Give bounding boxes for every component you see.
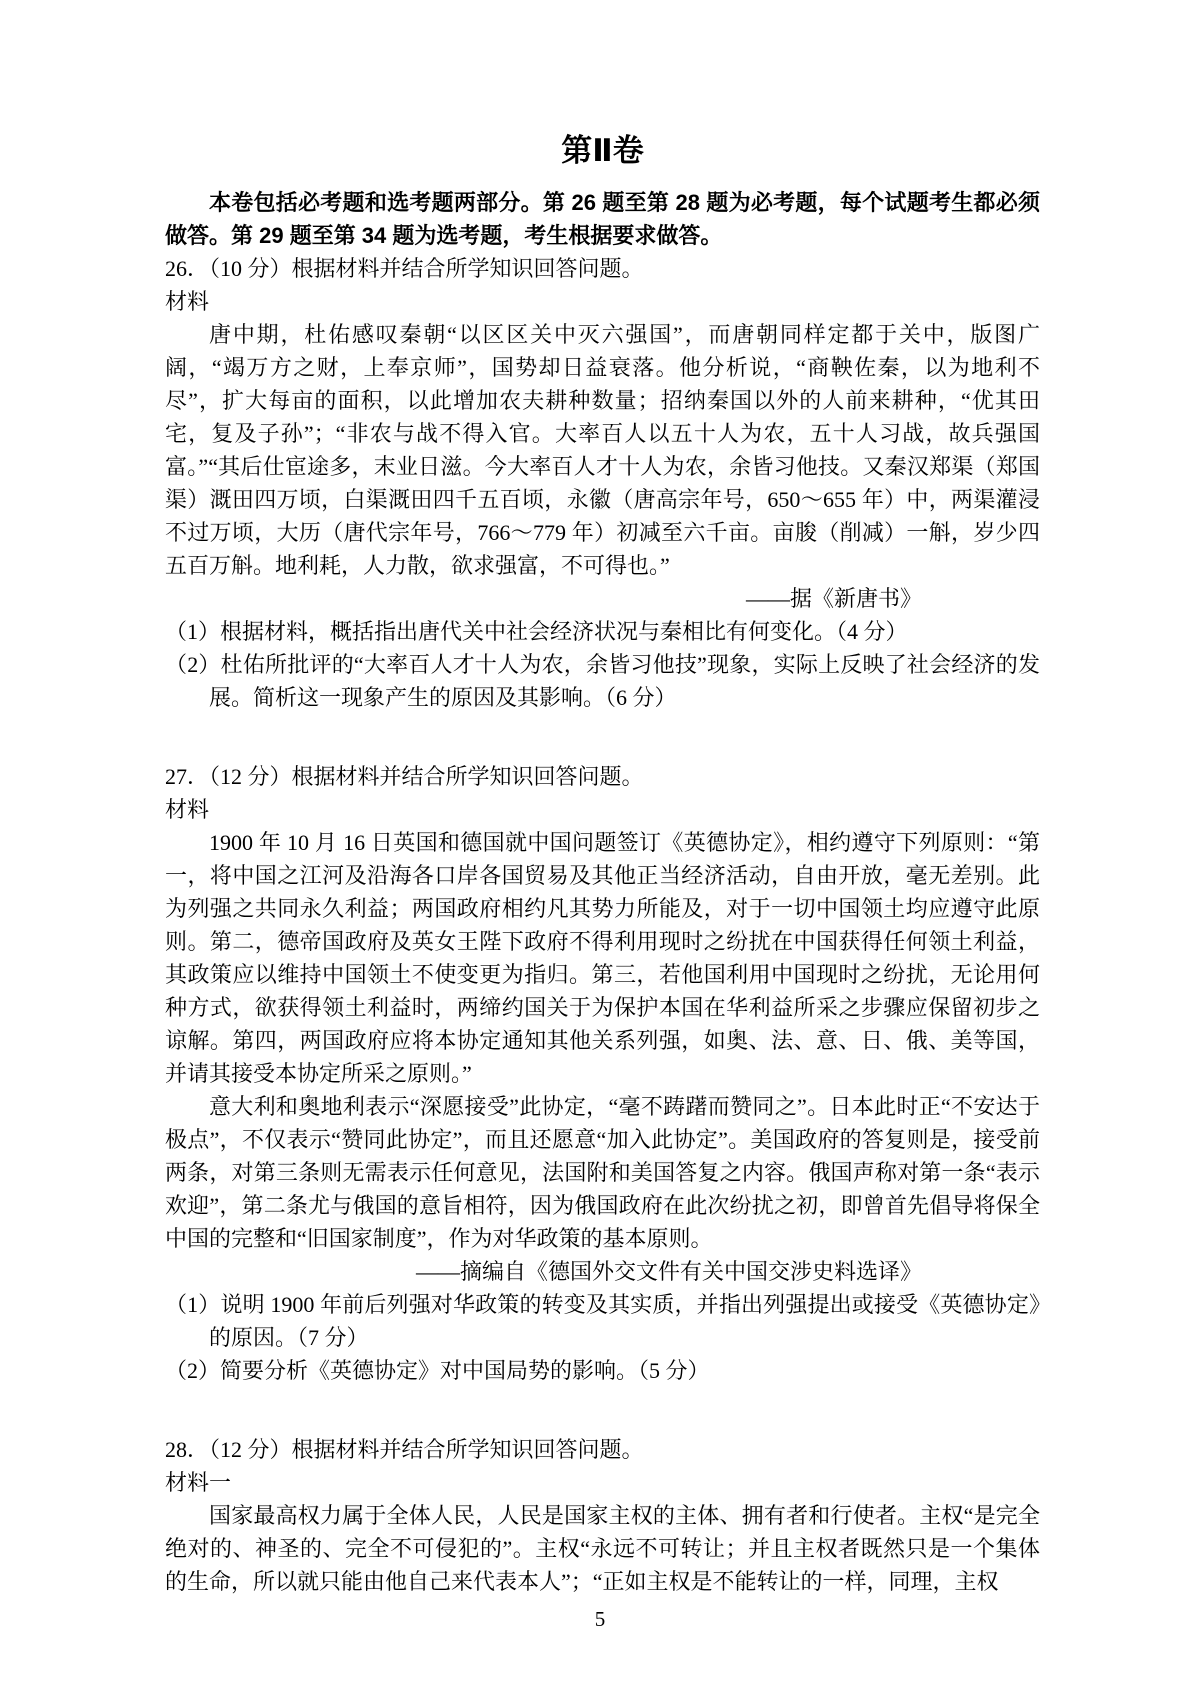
question-26-sub-question-1: （1）根据材料，概括指出唐代关中社会经济状况与秦相比有何变化。（4 分） [165, 619, 908, 644]
question-26 [165, 252, 1040, 714]
question-28 [165, 1433, 1040, 1598]
question-27-sub-question-2: （2）简要分析《英德协定》对中国局势的影响。（5 分） [165, 1358, 710, 1383]
question-26-material-label: 材料 [165, 289, 210, 314]
question-27-material-paragraph-2: 意大利和奥地利表示“深愿接受”此协定，“毫不踌躇而赞同之”。日本此时正“不安达于极点”，不仅表示“赞同此协定”，而且还愿意“加入此协定”。美国政府的答复则是，接受前两条，对第三条则无需表示任何意见，法国附和美国答复之内容。俄国声称对第一条“表示欢迎”，第二条尤与俄国的意旨相符，因为俄国政府在此次纷扰之初，即曾首先倡导将保全中国的完整和“旧国家制度”，作为对华政策的基本原则。 [165, 1094, 1040, 1251]
question-27 [165, 760, 1040, 1387]
question-28-heading: 28．（12 分）根据材料并结合所学知识回答问题。 [165, 1437, 644, 1462]
question-28-material-paragraph: 国家最高权力属于全体人民，人民是国家主权的主体、拥有者和行使者。主权“是完全绝对的、神圣的、完全不可侵犯的”。主权“永远不可转让；并且主权者既然只是一个集体的生命，所以就只能由他自己来代表本人”；“正如主权是不能转让的一样，同理，主权 [165, 1503, 1040, 1594]
question-26-attribution: ——据《新唐书》 [745, 586, 922, 611]
question-26-heading: 26．（10 分）根据材料并结合所学知识回答问题。 [165, 256, 644, 281]
question-27-heading: 27．（12 分）根据材料并结合所学知识回答问题。 [165, 764, 644, 789]
question-26-material-paragraph: 唐中期，杜佑感叹秦朝“以区区关中灭六强国”，而唐朝同样定都于关中，版图广阔，“竭万方之财，上奉京师”，国势却日益衰落。他分析说，“商鞅佐秦，以为地利不尽”，扩大每亩的面积，以此增加农夫耕种数量；招纳秦国以外的人前来耕种，“优其田宅，复及子孙”；“非农与战不得入官。大率百人以五十人为农，五十人习战，故兵强国富。”“其后仕宦途多，末业日滋。今大率百人才十人为农，余皆习他技。又秦汉郑渠（郑国渠）溉田四万顷，白渠溉田四千五百顷，永徽（唐高宗年号，650～655 年）中，两渠灌浸不过万顷，大历（唐代宗年号，766～779 年）初减至六千亩。亩朘（削减）一斛，岁少四五百万斛。地利耗，人力散，欲求强富，不可得也。” [165, 322, 1040, 578]
question-28-material-label: 材料一 [165, 1470, 232, 1495]
question-27-material-paragraph-1: 1900 年 10 月 16 日英国和德国就中国问题签订《英德协定》，相约遵守下列原则：“第一，将中国之江河及沿海各口岸各国贸易及其他正当经济活动，自由开放，毫无差别。此为列强之共同永久利益；两国政府相约凡其势力所能及，对于一切中国领土均应遵守此原则。第二，德帝国政府及英女王陛下政府不得利用现时之纷扰在中国获得任何领土利益，其政策应以维持中国领土不使变更为指归。第三，若他国利用中国现时之纷扰，无论用何种方式，欲获得领土利益时，两缔约国关于为保护本国在华利益所采之步骤应保留初步之谅解。第四，两国政府应将本协定通知其他关系列强，如奥、法、意、日、俄、美等国，并请其接受本协定所采之原则。” [165, 830, 1040, 1086]
question-27-attribution: ——摘编自《德国外交文件有关中国交涉史料选译》 [415, 1259, 922, 1284]
page-title: 第Ⅱ卷 [561, 133, 644, 168]
question-26-sub-question-2: （2）杜佑所批评的“大率百人才十人为农，余皆习他技”现象，实际上反映了社会经济的发展。简析这一现象产生的原因及其影响。（6 分） [165, 652, 1040, 710]
question-27-material-label: 材料 [165, 797, 210, 822]
intro-paragraph: 本卷包括必考题和选考题两部分。第 26 题至第 28 题为必考题，每个试题考生都必须做答。第 29 题至第 34 题为选考题，考生根据要求做答。 [165, 190, 1040, 248]
page-number: 5 [594, 1607, 606, 1631]
question-27-sub-question-1: （1）说明 1900 年前后列强对华政策的转变及其实质，并指出列强提出或接受《英德协定》的原因。（7 分） [165, 1292, 1040, 1350]
